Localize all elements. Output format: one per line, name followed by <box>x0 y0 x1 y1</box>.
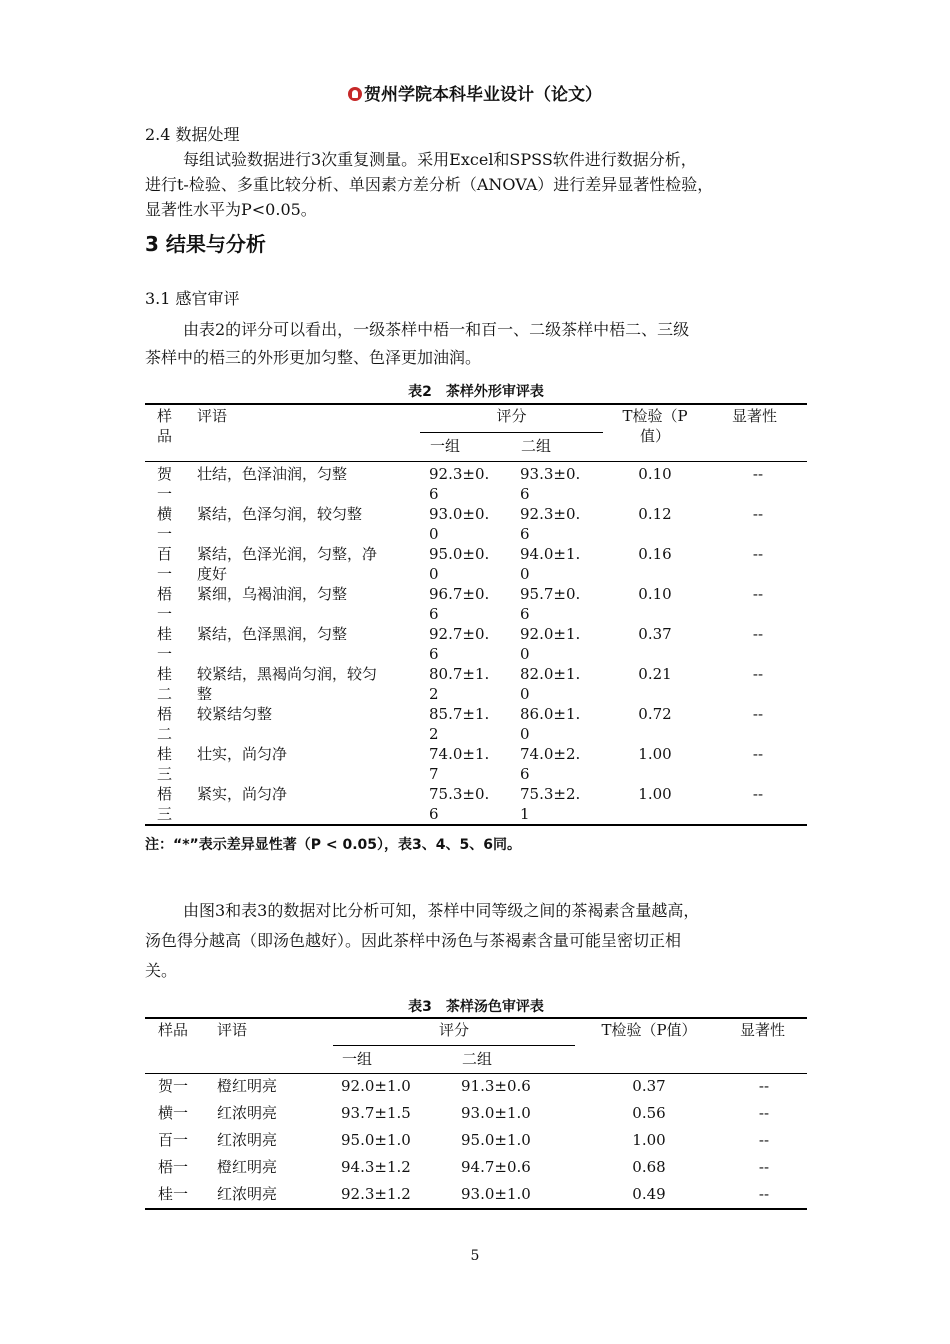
table2-top-rule <box>145 403 807 405</box>
table2-cell-sample: 桂 三 <box>157 745 173 783</box>
section-2-4-heading: 2.4 数据处理 <box>145 125 240 144</box>
table2-cell-sample: 桂 二 <box>157 665 173 703</box>
analysis-paragraph <box>145 896 807 986</box>
table2-bottom-rule <box>145 824 807 826</box>
table2-cell-group1: 93.0±0. 0 <box>429 505 490 543</box>
table2-cell-sig: -- <box>752 625 764 643</box>
table2-cell-group2: 94.0±1. 0 <box>520 545 581 583</box>
table3-cell-sample: 百一 <box>158 1131 189 1149</box>
table3-cell-group1: 94.3±1.2 <box>341 1158 411 1176</box>
section-2-4-body <box>145 147 807 222</box>
table3-cell-comment: 橙红明亮 <box>217 1077 278 1095</box>
table2-cell-comment: 壮实，尚匀净 <box>197 745 288 763</box>
table2-cell-sample: 百 一 <box>157 545 173 583</box>
table2-cell-group2: 92.0±1. 0 <box>520 625 581 663</box>
table2-cell-sample: 桂 一 <box>157 625 173 663</box>
table2-cell-group2: 92.3±0. 6 <box>520 505 581 543</box>
university-logo-icon <box>348 87 362 101</box>
table3-cell-group2: 93.0±1.0 <box>461 1104 531 1122</box>
table2-header-group1: 一组 <box>430 437 461 455</box>
page-number: 5 <box>470 1248 480 1264</box>
table2-cell-group2: 82.0±1. 0 <box>520 665 581 703</box>
table2-cell-t: 0.10 <box>638 465 672 483</box>
section-3-1-heading: 3.1 感官审评 <box>145 289 240 308</box>
table3-cell-sample: 横一 <box>158 1104 189 1122</box>
table2-cell-group1: 92.3±0. 6 <box>429 465 490 503</box>
table3-cell-group1: 95.0±1.0 <box>341 1131 411 1149</box>
table3-header-t: T检验（P值） <box>601 1021 697 1039</box>
table3-caption: 表3 茶样汤色审评表 <box>408 999 544 1015</box>
table3-cell-t: 0.37 <box>632 1077 666 1095</box>
table3-cell-sample: 梧一 <box>158 1158 189 1176</box>
section-3-heading: 3 结果与分析 <box>145 232 266 256</box>
analysis-line: 由图3和表3的数据对比分析可知，茶样中同等级之间的茶褐素含量越高， <box>183 901 700 920</box>
table3-cell-t: 0.56 <box>632 1104 666 1122</box>
table3-cell-group1: 92.0±1.0 <box>341 1077 411 1095</box>
header-title: 贺州学院本科毕业设计（论文） <box>364 85 602 105</box>
table3-cell-sig: -- <box>758 1077 770 1095</box>
table3-cell-sample: 桂一 <box>158 1185 189 1203</box>
table2-cell-comment: 紧结，色泽黑润，匀整 <box>197 625 348 643</box>
table2-cell-group2: 86.0±1. 0 <box>520 705 581 743</box>
section-3-1-body <box>145 316 807 372</box>
table2-cell-comment: 壮结，色泽油润，匀整 <box>197 465 348 483</box>
table2-cell-t: 0.72 <box>638 705 672 723</box>
table3-cell-t: 1.00 <box>632 1131 666 1149</box>
table2-header-score: 评分 <box>496 407 527 425</box>
table2-cell-sig: -- <box>752 705 764 723</box>
section-3-1-line: 茶样中的梧三的外形更加匀整、色泽更加油润。 <box>145 348 482 367</box>
table2-cell-sig: -- <box>752 465 764 483</box>
table3-header-group2: 二组 <box>462 1050 493 1068</box>
table2-cell-t: 1.00 <box>638 745 672 763</box>
section-2-4-line: 每组试验数据进行3次重复测量。采用Excel和SPSS软件进行数据分析， <box>183 150 697 169</box>
table2-cell-group1: 92.7±0. 6 <box>429 625 490 663</box>
table2-header-sample: 样 品 <box>157 407 173 445</box>
table2-cell-sample: 梧 三 <box>157 785 173 823</box>
table2-cell-sample: 梧 二 <box>157 705 173 743</box>
table2-score-rule <box>420 432 603 433</box>
table2-cell-group2: 75.3±2. 1 <box>520 785 581 823</box>
table2-cell-group2: 93.3±0. 6 <box>520 465 581 503</box>
table3-cell-group2: 91.3±0.6 <box>461 1077 531 1095</box>
table3-header-sample: 样品 <box>158 1021 189 1039</box>
table2-cell-sig: -- <box>752 505 764 523</box>
table2-cell-comment: 较紧结匀整 <box>197 705 273 723</box>
table2-cell-t: 0.16 <box>638 545 672 563</box>
table2-cell-t: 0.37 <box>638 625 672 643</box>
table3-cell-group1: 92.3±1.2 <box>341 1185 411 1203</box>
table3-cell-comment: 橙红明亮 <box>217 1158 278 1176</box>
section-2-4-line: 显著性水平为P<0.05。 <box>145 200 317 219</box>
table3-header-group1: 一组 <box>342 1050 373 1068</box>
table2-header-t: T检验（P 值） <box>622 407 688 445</box>
table2-cell-sample: 梧 一 <box>157 585 173 623</box>
table2-header-rule <box>145 461 807 462</box>
table3-top-rule <box>145 1017 807 1019</box>
table3-cell-sig: -- <box>758 1158 770 1176</box>
table3-cell-group2: 93.0±1.0 <box>461 1185 531 1203</box>
table2-cell-group1: 74.0±1. 7 <box>429 745 490 783</box>
table2-cell-t: 1.00 <box>638 785 672 803</box>
table3-cell-comment: 红浓明亮 <box>217 1131 278 1149</box>
table2-cell-sample: 贺 一 <box>157 465 173 503</box>
table2-cell-group1: 75.3±0. 6 <box>429 785 490 823</box>
running-header <box>0 80 950 105</box>
table2-cell-t: 0.10 <box>638 585 672 603</box>
table2-cell-group1: 95.0±0. 0 <box>429 545 490 583</box>
table2-cell-comment: 紧结，色泽匀润，较匀整 <box>197 505 363 523</box>
table2-cell-group2: 95.7±0. 6 <box>520 585 581 623</box>
table2-caption: 表2 茶样外形审评表 <box>408 384 544 400</box>
table2-cell-t: 0.12 <box>638 505 672 523</box>
section-3-1-line: 由表2的评分可以看出，一级茶样中梧一和百一、二级茶样中梧二、三级 <box>183 320 690 339</box>
table3-cell-sig: -- <box>758 1104 770 1122</box>
table2-header-comment: 评语 <box>197 407 228 425</box>
table3-cell-t: 0.68 <box>632 1158 666 1176</box>
table3-header-rule <box>145 1073 807 1074</box>
table2-cell-comment: 紧细，乌褐油润，匀整 <box>197 585 348 603</box>
table2-cell-sig: -- <box>752 585 764 603</box>
table2-cell-group1: 80.7±1. 2 <box>429 665 490 703</box>
table3-cell-comment: 红浓明亮 <box>217 1185 278 1203</box>
table3-cell-sig: -- <box>758 1185 770 1203</box>
table2-cell-sig: -- <box>752 665 764 683</box>
table2-note: 注：“*”表示差异显性著（P < 0.05），表3、4、5、6同。 <box>145 837 521 853</box>
table2-cell-group2: 74.0±2. 6 <box>520 745 581 783</box>
table3-score-rule <box>333 1045 575 1046</box>
table3-bottom-rule <box>145 1208 807 1210</box>
table3-cell-sample: 贺一 <box>158 1077 189 1095</box>
table3-header-comment: 评语 <box>217 1021 248 1039</box>
analysis-line: 关。 <box>145 961 178 980</box>
table2-cell-comment: 紧实，尚匀净 <box>197 785 288 803</box>
table2-cell-group1: 85.7±1. 2 <box>429 705 490 743</box>
table2-header-group2: 二组 <box>521 437 552 455</box>
table3-header-score: 评分 <box>438 1021 469 1039</box>
section-2-4-line: 进行t-检验、多重比较分析、单因素方差分析（ANOVA）进行差异显著性检验， <box>145 175 714 194</box>
table2-cell-comment: 紧结，色泽光润，匀整，净 度好 <box>197 545 378 583</box>
table3-cell-group2: 95.0±1.0 <box>461 1131 531 1149</box>
table3-header-sig: 显著性 <box>740 1021 786 1039</box>
table2-cell-sig: -- <box>752 545 764 563</box>
table2-header-sig: 显著性 <box>732 407 778 425</box>
table2-cell-group1: 96.7±0. 6 <box>429 585 490 623</box>
table2-cell-sig: -- <box>752 785 764 803</box>
table3-cell-group1: 93.7±1.5 <box>341 1104 411 1122</box>
table3-cell-sig: -- <box>758 1131 770 1149</box>
table3-cell-group2: 94.7±0.6 <box>461 1158 531 1176</box>
table2-cell-comment: 较紧结，黑褐尚匀润，较匀 整 <box>197 665 378 703</box>
table2-cell-sig: -- <box>752 745 764 763</box>
table2-cell-t: 0.21 <box>638 665 672 683</box>
table2-cell-sample: 横 一 <box>157 505 173 543</box>
analysis-line: 汤色得分越高（即汤色越好）。因此茶样中汤色与茶褐素含量可能呈密切正相 <box>145 931 682 950</box>
table3-cell-t: 0.49 <box>632 1185 666 1203</box>
table3-cell-comment: 红浓明亮 <box>217 1104 278 1122</box>
